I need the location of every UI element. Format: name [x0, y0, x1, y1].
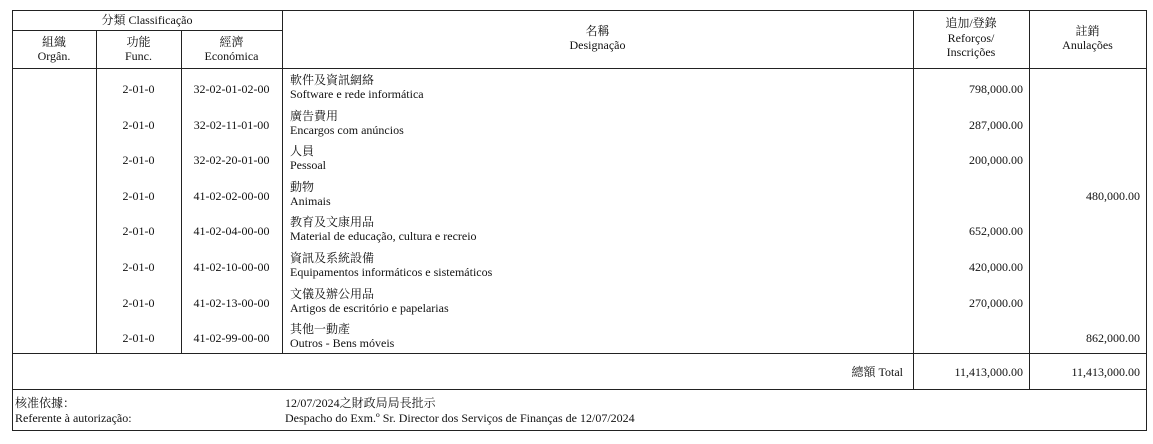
row-func-code: 2-01-0	[122, 188, 155, 203]
row-func-code: 2-01-0	[122, 117, 155, 132]
row-func-code: 2-01-0	[122, 260, 155, 274]
row-reforco: 420,000.00	[969, 260, 1023, 274]
row-econ-code: 41-02-04-00-00	[193, 224, 270, 239]
right-border	[1146, 10, 1147, 431]
organ-header-zh: 組織	[41, 35, 66, 49]
row-designation-pt: Artigos de escritório e papelarias	[290, 300, 449, 315]
designation-header-pt: Designação	[569, 38, 626, 52]
row-reforco: 200,000.00	[969, 153, 1023, 168]
organ-header-pt: Orgân.	[37, 49, 71, 63]
designation-header-zh: 名稱	[585, 24, 610, 38]
body-bottom-border	[12, 353, 1147, 354]
left-border	[12, 10, 13, 431]
row-func-code: 2-01-0	[122, 224, 155, 239]
total-label: 總額 Total	[851, 365, 903, 379]
anulacao-header-zh: 註銷	[1075, 24, 1100, 38]
row-econ-code: 41-02-99-00-00	[193, 331, 270, 346]
row-designation-zh: 動物	[290, 179, 315, 194]
row-designation-pt: Software e rede informática	[290, 87, 424, 101]
row-designation-zh: 教育及文康用品	[290, 215, 375, 230]
col-line-desig	[913, 10, 914, 390]
dispatch-zh: 12/07/2024之財政局局長批示	[285, 396, 436, 410]
row-designation-pt: Outros - Bens móveis	[290, 336, 395, 351]
row-func-code: 2-01-0	[122, 331, 155, 346]
row-econ-code: 41-02-10-00-00	[193, 260, 270, 274]
authorization-basis-zh: 核准依據：	[15, 396, 76, 410]
reforco-header-pt2: Inscrições	[946, 45, 996, 59]
row-designation-zh: 其他一動產	[290, 322, 351, 337]
row-econ-code: 41-02-13-00-00	[193, 295, 270, 310]
dispatch-pt: Despacho do Exm.º Sr. Director dos Serviços de Finanças de 12/07/2024	[285, 411, 635, 425]
footer-bottom-border	[12, 430, 1147, 431]
row-econ-code: 32-02-01-02-00	[193, 82, 270, 96]
row-reforco: 798,000.00	[969, 82, 1023, 96]
row-anulacao: 862,000.00	[1086, 331, 1140, 346]
total-anulacao: 11,413,000.00	[1071, 365, 1140, 379]
func-header-zh: 功能	[126, 35, 151, 49]
row-econ-code: 32-02-11-01-00	[193, 117, 270, 132]
col-line-econ	[282, 10, 283, 354]
row-reforco: 270,000.00	[969, 295, 1023, 310]
classification-header: 分類 Classificação	[101, 13, 193, 27]
header-bottom-border	[12, 68, 1147, 69]
row-designation-pt: Encargos com anúncios	[290, 122, 404, 137]
func-header-pt: Func.	[125, 49, 152, 63]
row-designation-zh: 軟件及資訊網絡	[290, 73, 375, 87]
row-anulacao: 480,000.00	[1086, 188, 1140, 203]
reforco-header-zh: 追加/登錄	[945, 16, 997, 30]
row-func-code: 2-01-0	[122, 295, 155, 310]
row-econ-code: 32-02-20-01-00	[193, 153, 270, 168]
econ-header-pt: Económica	[204, 49, 259, 63]
row-designation-pt: Pessoal	[290, 158, 326, 173]
econ-header-zh: 經濟	[219, 35, 244, 49]
reforco-header-pt1: Reforços/	[947, 31, 995, 45]
row-designation-zh: 人員	[290, 144, 315, 159]
total-bottom-border	[12, 389, 1147, 390]
row-designation-zh: 資訊及系統設備	[290, 251, 375, 265]
authorization-basis-pt: Referente à autorização:	[15, 411, 132, 425]
row-func-code: 2-01-0	[122, 153, 155, 168]
row-designation-pt: Equipamentos informáticos e sistemáticos	[290, 265, 493, 279]
top-border	[12, 10, 1147, 11]
budget-table	[12, 10, 1147, 431]
row-func-code: 2-01-0	[122, 82, 155, 96]
row-reforco: 287,000.00	[969, 117, 1023, 132]
row-designation-zh: 廣告費用	[290, 108, 339, 123]
row-econ-code: 41-02-02-00-00	[193, 188, 270, 203]
row-designation-pt: Material de educação, cultura e recreio	[290, 229, 477, 244]
row-designation-pt: Animais	[290, 193, 331, 208]
classification-divider	[12, 30, 282, 31]
row-designation-zh: 文儀及辦公用品	[290, 286, 375, 301]
total-reforco: 11,413,000.00	[954, 365, 1023, 379]
row-reforco: 652,000.00	[969, 224, 1023, 239]
anulacao-header-pt: Anulações	[1062, 38, 1113, 52]
